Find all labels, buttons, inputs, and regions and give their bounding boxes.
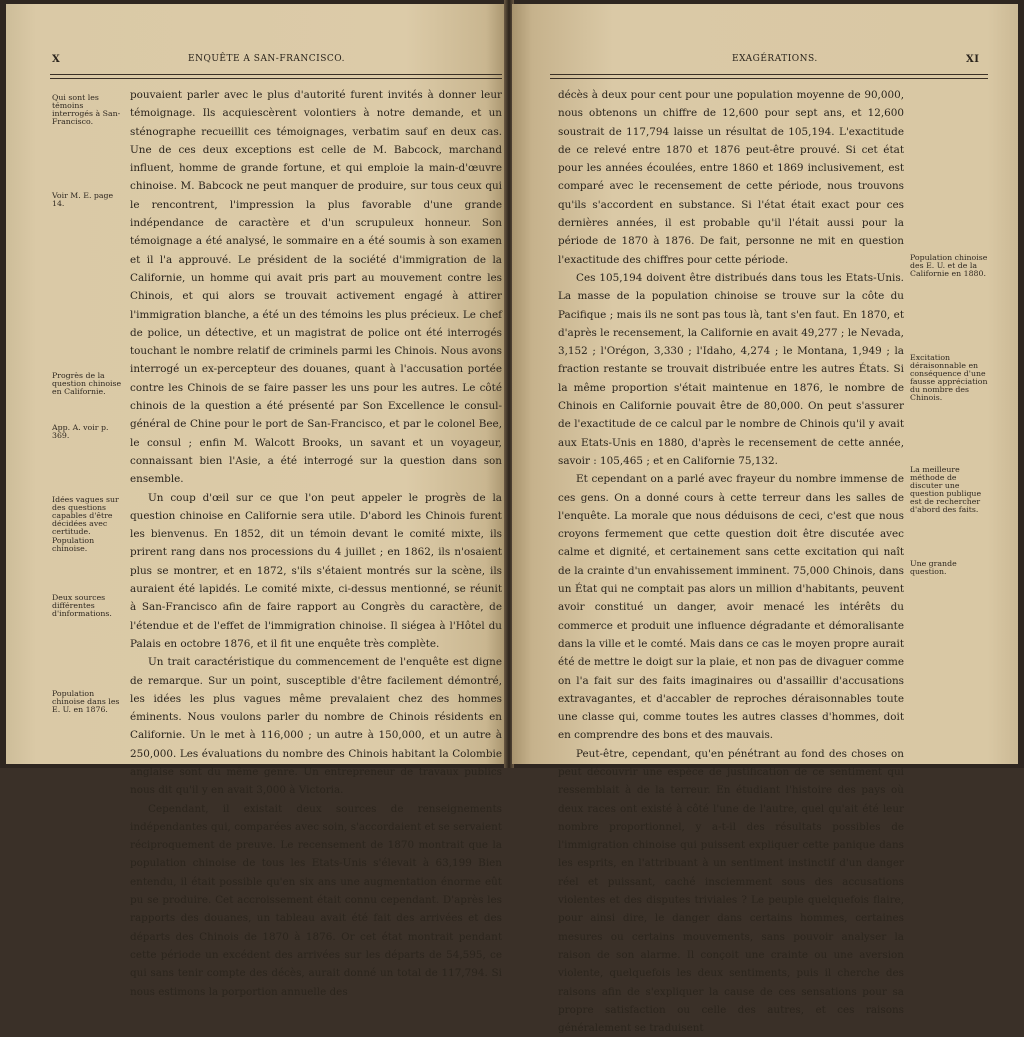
paragraph: Un trait caractéristique du commencement de l'enquête est digne de remarque. Sur un point, susceptible d'être facilement démontré, les idées les plus vagues même prevalaient chez des hommes éminents. Nous voulons parler du nombre de Chinois résidents en Californie. Un le met à 116,000 ; un autre à 150,000, et un autre à 250,000. Les évaluations du nombre des Chinois habitant la Colombie anglaise sont du même genre. Un entrepreneur de travaux publics nous dit qu'il y en avait 3,000 à Victoria.	[130, 656, 502, 797]
margin-note: Deux sources différentes d'informations.	[52, 593, 112, 618]
paragraph: Ces 105,194 doivent être distribués dans tous les Etats-Unis. La masse de la population chinoise se trouve sur la côte du Pacifique ; mais ils ne sont pas tous là, tant s'en faut. En 1870, et d'après le recensement, la Californie en avait 49,277 ; le Nevada, 3,152 ; l'Orégon, 3,330 ; l'Idaho, 4,274 ; le Montana, 1,949 ; la fraction restante se trouvait distribuée entre les autres États. Si la même proportion s'était maintenue en 1876, le nombre de Chinois en Californie pouvait être de 80,000. On peut s'assurer de l'exactitude de ce calcul par le nombre de Chinois qu'il y avait aux Etats-Unis en 1880, d'après le recensement de cette année, savoir : 105,465 ; et en Californie 75,132.	[558, 271, 904, 467]
left-header-rule	[50, 74, 502, 79]
right-body-text	[558, 86, 904, 1037]
left-page-number: X	[52, 54, 61, 65]
right-page-number: XI	[966, 54, 980, 65]
left-page	[6, 4, 506, 998]
margin-note: Qui sont les témoins interrogés à San-Francisco.	[52, 93, 121, 126]
margin-note: Population chinoise des E. U. et de la Californie en 1880.	[910, 253, 988, 278]
margin-note: App. A. voir p. 369.	[52, 423, 109, 440]
paragraph: décès à deux pour cent pour une population moyenne de 90,000, nous obtenons un chiffre de 12,600 pour sept ans, et 12,600 soustrait de 117,794 laisse un résultat de 105,194. L'exactitude de ce relevé entre 1870 et 1876 peut-être prouvé. Si cet état pour les années écoulées, entre 1860 et 1869 inclusivement, est comparé avec le recensement de cette période, nous trouvons qu'ils s'accordent en substance. Si l'état était exact pour ces dernières années, il est probable qu'il l'était aussi pour la période de 1870 à 1876. De fait, personne ne mit en question l'exactitude des chiffres pour cette période.	[558, 89, 904, 266]
margin-note: Une grande question.	[910, 559, 957, 576]
margin-note: La meilleure méthode de discuter une question publique est de rechercher d'abord des faits.	[910, 465, 982, 514]
margin-note: Excitation déraisonnable en conséquence d'une fausse appréciation du nombre des Chinois.	[910, 353, 988, 402]
margin-note: Voir M. E. page 14.	[52, 191, 114, 208]
margin-note: Idées vagues sur des questions capables d'être décidées avec certitude.	[52, 495, 119, 536]
paragraph: Peut-être, cependant, qu'en pénétrant au fond des choses on peut découvrir une espèce de justification de ce sentiment qui ressemblait à de la terreur. En étudiant l'histoire des pays où deux races ont existé à côté l'une de l'autre, quel qu'ait été leur nombre proportionnel, y a-t-il des résultats possibles de l'immigration chinoise qui puissent expliquer cette panique dans les esprits, en l'attribuant à un sentiment instinctif d'un danger réel et puissant, caché insciemment sous des accusations violentes et des disputes triviales ? Le peuple quelquefois flaire, pour ainsi dire, le danger dans certains hommes, certaines mesures ou certains mouvements, sans pouvoir analyser la raison de son alarme. Il conçoit une crainte ou une aversion violente, quelquefois les deux sentiments, puis il cherche des raisons afin de s'expliquer la cause de ces sensations pour sa propre satisfaction ou celle des autres, et ces raisons généralement se traduisent	[558, 747, 904, 1035]
paragraph: Et cependant on a parlé avec frayeur du nombre immense de ces gens. On a donné cours à cette terreur dans les salles de l'enquête. La morale que nous déduisons de ceci, c'est que nous croyons fermement que cette question doit être discutée avec calme et dignité, et certainement sans cette excitation qui naît de la crainte d'un envahissement imminent. 75,000 Chinois, dans un État qui ne comptait pas alors un million d'habitants, peuvent avoir constitué un danger, avoir menacé les intérêts du commerce et produit une influence dégradante et démoralisante dans la ville et le comté. Mais dans ce cas le moyen propre aurait été de mettre le doigt sur la plaie, et non pas de divaguer comme on l'a fait sur des faits imaginaires ou d'assaillir d'accusations extravagantes, et d'accabler de reproches déraisonnables toute une classe qui, comme toutes les autres classes d'hommes, doit en comprendre des bons et des mauvais.	[558, 473, 904, 742]
right-page	[512, 4, 1018, 1035]
left-body-text	[130, 86, 502, 1001]
right-header-rule	[550, 74, 988, 79]
paragraph: Un coup d'œil sur ce que l'on peut appeler le progrès de la question chinoise en Californie sera utile. D'abord les Chinois furent les bienvenus. En 1852, dit un témoin devant le comité mixte, ils prirent rang dans nos processions du 4 juillet ; en 1862, ils n'osaient plus se montrer, et en 1872, s'ils s'étaient montrés sur la scène, ils auraient été lapidés. Le comité mixte, ci-dessus mentionné, se réunit à San-Francisco afin de faire rapport au Congrès du caractère, de l'étendue et de l'effet de l'immigration chinoise. Il siégea à l'Hôtel du Palais en octobre 1876, et il fit une enquête très complète.	[130, 491, 502, 650]
paragraph: pouvaient parler avec le plus d'autorité furent invités à donner leur témoignage. Ils acquiescèrent volontiers à notre demande, et un sténographe recueillit ces témoignages, verbatim sauf en deux cas. Une de ces deux exceptions est celle de M. Babcock, marchand influent, homme de grande fortune, et qui emploie la main-d'œuvre chinoise. M. Babcock ne peut manquer de produire, sur tous ceux qui le rencontrent, l'impression la plus favorable d'une grande indépendance de caractère et d'un scrupuleux honneur. Son témoignage a été analysé, le sommaire en a été soumis à son examen et il l'a approuvé. Le président de la société d'immigration de la Californie, un homme qui avait pris part au mouvement contre les Chinois, et qui alors se trouvait activement engagé à attirer l'immigration blanche, a été un des témoins les plus précieux. Le chef de police, un détective, et un magistrat de police ont été interrogés touchant le nombre relatif de criminels parmi les Chinois. Nous avons interrogé un ex-percepteur des douanes, quant à l'accusation portée contre les Chinois de se faire passer les uns pour les autres. Le côté chinois de la question a été présenté par Son Excellence le consul-général de Chine pour le port de San-Francisco, et par le colonel Bee, le consul ; enfin M. Walcott Brooks, un savant et un voyageur, connaissant bien l'Asie, a été interrogé sur la question dans son ensemble.	[130, 89, 502, 486]
margin-note: Population chinoise dans les E. U. en 1876.	[52, 689, 120, 714]
left-running-title: ENQUÊTE A SAN-FRANCISCO.	[188, 54, 345, 64]
margin-note: Progrès de la question chinoise en Californie.	[52, 371, 122, 396]
right-running-title: EXAGÉRATIONS.	[732, 54, 818, 64]
margin-note: Population chinoise.	[52, 536, 95, 553]
paragraph: Cependant, il existait deux sources de renseignements indépendantes qui, comparées avec soin, s'accordaient et se servaient réciproquement de preuve. Le recensement de 1870 montrait que la population chinoise de tous les Etats-Unis s'élevait à 63,199 Bien entendu, il était possible qu'en six ans une augmentation énorme eût pu se produire. Cet accroissement était connu cependant. D'après les rapports des douanes, un tableau avait été fait des arrivées et des départs des Chinois de 1870 à 1876. Or cet état montrait pendant cette période un excédent des arrivées sur les départs de 54,595, ce qui sans tenir compte des décès, aurait donné un total de 117,794. Si nous estimons la porportion annuelle des	[130, 802, 502, 998]
